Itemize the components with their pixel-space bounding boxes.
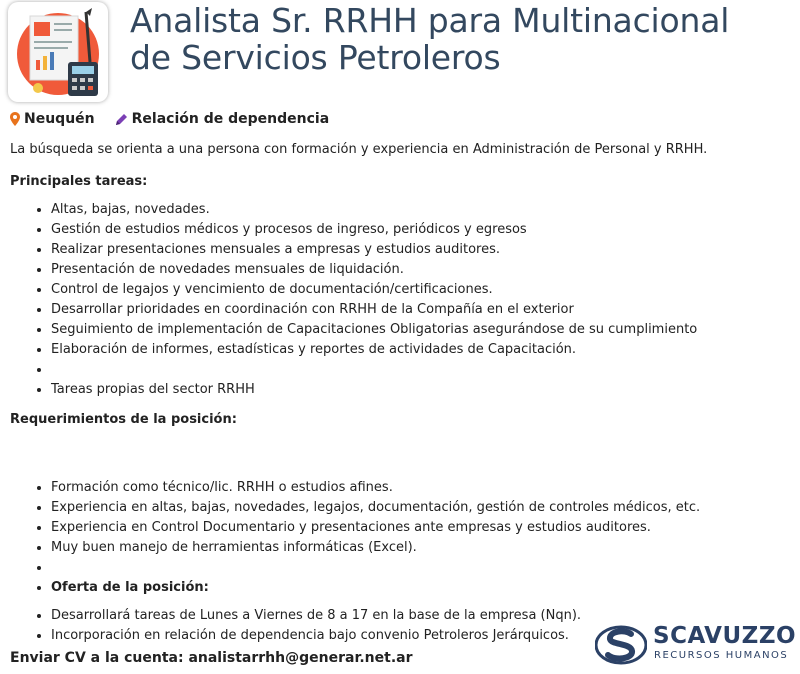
requirements-list: [10, 478, 795, 598]
location-tag: [10, 111, 95, 127]
brand-name: SCAVUZZO: [653, 623, 797, 649]
tasks-list: [10, 200, 795, 400]
list-item: • Muy buen manejo de herramientas informáticas (Excel).: [51, 538, 795, 558]
page-title: [130, 2, 790, 76]
list-item: • Elaboración de informes, estadísticas y reportes de actividades de Capacitación.: [51, 340, 795, 360]
list-item: • Experiencia en Control Documentario y presentaciones ante empresas y estudios auditores.: [51, 518, 795, 538]
location-label: Neuquén: [24, 111, 95, 127]
tasks-heading: Principales tareas:: [10, 174, 148, 189]
list-item: • Realizar presentaciones mensuales a empresas y estudios auditores.: [51, 240, 795, 260]
title-line-2: de Servicios Petroleros: [130, 38, 501, 77]
list-item: • Altas, bajas, novedades.: [51, 200, 795, 220]
spacer: [10, 598, 795, 606]
job-description: [10, 140, 795, 646]
job-header: [8, 2, 800, 106]
contract-tag: [115, 111, 330, 127]
list-item: • Seguimiento de implementación de Capacitaciones Obligatorias asegurándose de su cumplimiento: [51, 320, 795, 340]
brand-subtitle: RECURSOS HUMANOS: [654, 650, 789, 661]
list-item: • Desarrollar prioridades en coordinación con RRHH de la Compañía en el exterior: [51, 300, 795, 320]
company-logo: [595, 623, 795, 667]
list-item: [51, 360, 795, 380]
list-item: • Presentación de novedades mensuales de liquidación.: [51, 260, 795, 280]
list-item: [51, 558, 795, 578]
list-item: • Experiencia en altas, bajas, novedades, legajos, documentación, gestión de controles médicos, etc.: [51, 498, 795, 518]
accounting-document-icon: [8, 2, 108, 102]
list-item: • Gestión de estudios médicos y procesos de ingreso, periódicos y egresos: [51, 220, 795, 240]
job-meta: [10, 111, 343, 127]
spacer: [10, 438, 795, 478]
scavuzzo-logo-icon: [595, 625, 647, 665]
list-item: • Tareas propias del sector RRHH: [51, 380, 795, 400]
job-logo: [8, 2, 108, 102]
list-item: • Incorporación en relación de dependencia bajo convenio Petroleros Jerárquicos.: [51, 626, 795, 646]
map-marker-icon: [10, 112, 20, 126]
offer-heading: • Oferta de la posición:: [51, 578, 795, 598]
contract-label: Relación de dependencia: [131, 111, 330, 127]
intro-text: La búsqueda se orienta a una persona con formación y experiencia en Administración de Personal y RRHH.: [10, 142, 708, 157]
pencil-icon: [115, 113, 128, 126]
apply-instructions: Enviar CV a la cuenta: analistarrhh@generar.net.ar: [10, 650, 413, 666]
title-line-1: Analista Sr. RRHH para Multinacional: [130, 1, 730, 40]
list-item: • Formación como técnico/lic. RRHH o estudios afines.: [51, 478, 795, 498]
list-item: • Desarrollará tareas de Lunes a Viernes de 8 a 17 en la base de la empresa (Nqn).: [51, 606, 795, 626]
requirements-heading: Requerimientos de la posición:: [10, 412, 237, 427]
list-item: • Control de legajos y vencimiento de documentación/certificaciones.: [51, 280, 795, 300]
